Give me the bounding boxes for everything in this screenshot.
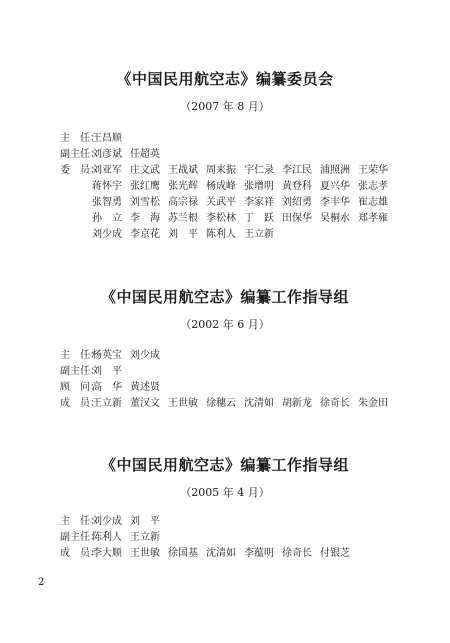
role-label: 成 员：: [60, 398, 100, 409]
member-name: 徐国基: [168, 548, 198, 559]
member-name: 张红鹰: [130, 181, 160, 192]
member-name: 沈清如: [206, 548, 236, 559]
member-name: 庄文武: [130, 165, 160, 176]
member-name: 任超英: [130, 149, 160, 160]
role-label: 委 员：: [60, 165, 100, 176]
member-name: 刘雪松: [130, 197, 160, 208]
member-name: 吴桐水: [320, 213, 350, 224]
member-row: [60, 196, 450, 210]
member-name: 刘 平: [168, 229, 198, 240]
member-name: 关武平: [206, 197, 236, 208]
member-name: 徐奇长: [282, 548, 312, 559]
section-editorial-committee: [0, 68, 450, 244]
section-guidance-group-2005: [0, 454, 450, 563]
member-list: [0, 515, 450, 561]
member-name: 李江民: [282, 165, 312, 176]
section-date: （2005 年 4 月）: [180, 486, 270, 499]
member-name: 刘亚军: [92, 165, 122, 176]
member-row: [60, 228, 450, 242]
member-name: 田保华: [282, 213, 312, 224]
member-name: 崔志雄: [358, 197, 388, 208]
member-name: 孙 立: [92, 213, 122, 224]
member-name: 李京花: [130, 229, 160, 240]
member-name: 付银芝: [320, 548, 350, 559]
role-label: 主 任：: [60, 133, 100, 144]
names-list: [92, 531, 432, 545]
member-name: 李家祥: [244, 197, 274, 208]
names-list: [92, 212, 432, 226]
member-name: 胡新龙: [282, 398, 312, 409]
member-name: 刘绍勇: [282, 197, 312, 208]
member-name: 刘 平: [92, 366, 122, 377]
member-row: [60, 148, 450, 162]
member-row: [60, 515, 450, 529]
member-row: [60, 397, 450, 411]
member-name: 李 海: [130, 213, 160, 224]
member-row: [60, 531, 450, 545]
member-name: 徐奇长: [320, 398, 350, 409]
member-name: 杨英宝: [92, 350, 122, 361]
member-name: 徐穗云: [206, 398, 236, 409]
member-name: 周来振: [206, 165, 236, 176]
member-name: 王立新: [130, 532, 160, 543]
member-name: 宇仁录: [244, 165, 274, 176]
names-list: [92, 196, 432, 210]
member-row: [60, 164, 450, 178]
member-row: [60, 212, 450, 226]
member-name: 李大顺: [92, 548, 122, 559]
role-label: 副主任：: [60, 366, 100, 377]
section-date: （2007 年 8 月）: [180, 100, 270, 113]
role-label: 主 任：: [60, 516, 100, 527]
member-name: 李松林: [206, 213, 236, 224]
names-list: [92, 148, 432, 162]
member-name: 黄述贤: [130, 382, 160, 393]
names-list: [92, 228, 432, 242]
section-date: （2002 年 6 月）: [180, 318, 270, 331]
member-name: 李蕴明: [244, 548, 274, 559]
member-name: 王立新: [92, 398, 122, 409]
member-list: [0, 132, 450, 242]
names-list: [92, 547, 432, 561]
member-name: 刘彦斌: [92, 149, 122, 160]
names-list: [92, 365, 432, 379]
names-list: [92, 349, 432, 363]
member-name: 刘少成: [92, 229, 122, 240]
member-name: 夏兴华: [320, 181, 350, 192]
member-name: 苏兰根: [168, 213, 198, 224]
names-list: [92, 397, 432, 411]
member-name: 王立新: [244, 229, 274, 240]
member-name: 王荣华: [358, 165, 388, 176]
member-name: 刘 平: [130, 516, 160, 527]
section-guidance-group-2002: [0, 286, 450, 413]
page-number: 2: [38, 577, 45, 588]
role-label: 顾 问：: [60, 382, 100, 393]
member-name: 王世敏: [130, 548, 160, 559]
member-name: 张光辉: [168, 181, 198, 192]
member-name: 王昌顺: [92, 133, 122, 144]
member-name: 杨成峰: [206, 181, 236, 192]
member-name: 张增明: [244, 181, 274, 192]
member-name: 浦照洲: [320, 165, 350, 176]
member-name: 郑孝雍: [358, 213, 388, 224]
section-title: 《中国民用航空志》编纂工作指导组: [100, 456, 349, 474]
member-row: [60, 365, 450, 379]
member-name: 沈清如: [244, 398, 274, 409]
member-row: [60, 547, 450, 561]
member-name: 高 华: [92, 382, 122, 393]
member-row: [60, 132, 450, 146]
member-name: 黄登科: [282, 181, 312, 192]
member-name: 陈利人: [206, 229, 236, 240]
member-name: 王战斌: [168, 165, 198, 176]
member-name: 李丰华: [320, 197, 350, 208]
role-label: 成 员：: [60, 548, 100, 559]
role-label: 副主任：: [60, 532, 100, 543]
member-name: 刘少成: [92, 516, 122, 527]
names-list: [92, 164, 432, 178]
names-list: [92, 515, 432, 529]
member-name: 刘少成: [130, 350, 160, 361]
member-row: [60, 381, 450, 395]
member-row: [60, 349, 450, 363]
names-list: [92, 132, 432, 146]
member-name: 张志孝: [358, 181, 388, 192]
section-title: 《中国民用航空志》编纂工作指导组: [100, 288, 349, 306]
names-list: [92, 180, 432, 194]
member-row: [60, 180, 450, 194]
names-list: [92, 381, 432, 395]
role-label: 主 任：: [60, 350, 100, 361]
member-list: [0, 349, 450, 411]
section-title: 《中国民用航空志》编纂委员会: [116, 70, 334, 88]
member-name: 王世敏: [168, 398, 198, 409]
member-name: 高宗禄: [168, 197, 198, 208]
member-name: 董汉文: [130, 398, 160, 409]
role-label: 副主任：: [60, 149, 100, 160]
member-name: 蒋怀宇: [92, 181, 122, 192]
member-name: 陈利人: [92, 532, 122, 543]
member-name: 丁 跃: [244, 213, 274, 224]
member-name: 朱金田: [358, 398, 388, 409]
member-name: 张智勇: [92, 197, 122, 208]
